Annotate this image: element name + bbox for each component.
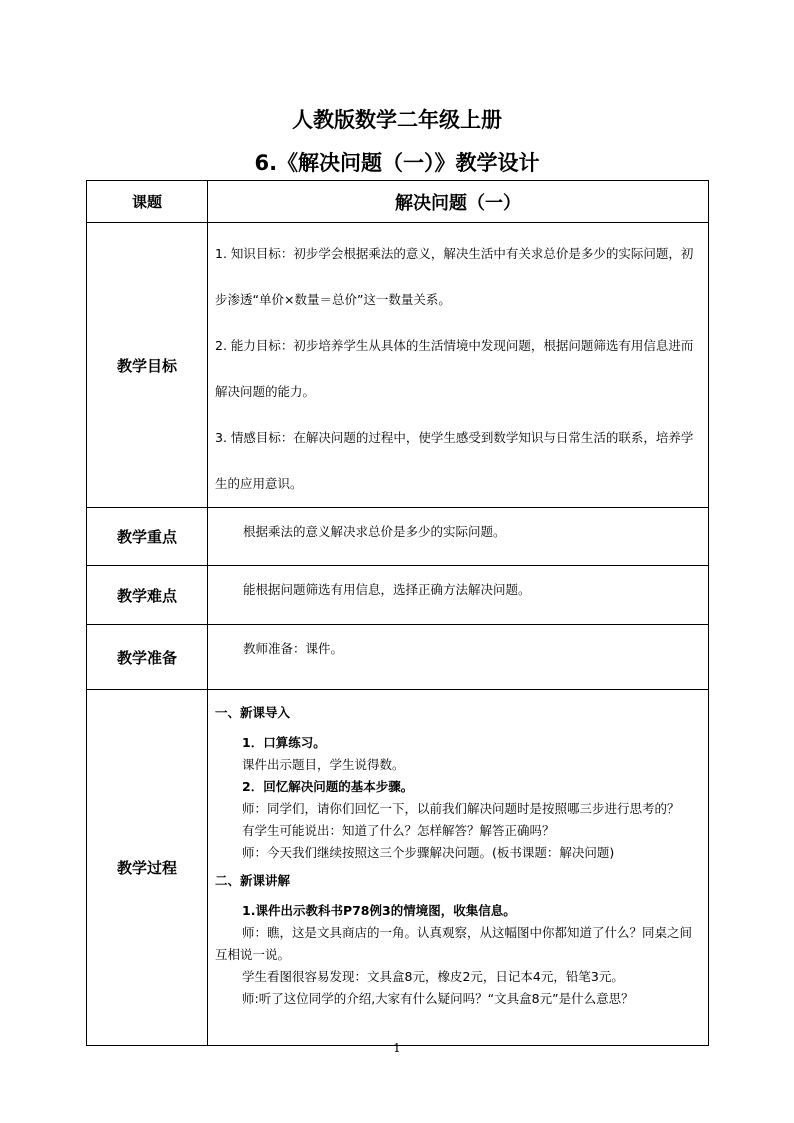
key-point-value: 根据乘法的意义解决求总价是多少的实际问题。 — [243, 524, 506, 539]
paragraph: 师：瞧，这是文具商店的一角。认真观察，从这幅图中你都知道了什么？同桌之间互相说一说。 — [215, 925, 693, 962]
table-row-key — [87, 508, 709, 566]
table-row-difficulty — [87, 566, 709, 625]
paragraph: 师：同学们，请你们回忆一下，以前我们解决问题时是按照哪三步进行思考的？ — [242, 801, 680, 816]
process-content — [208, 690, 708, 1010]
preparation-value: 教师准备：课件。 — [243, 641, 344, 656]
label-difficulty: 教学难点 — [87, 566, 208, 625]
section-title: 二、新课讲解 — [215, 873, 291, 888]
table-row-process — [87, 690, 709, 1046]
goal-knowledge: 1. 知识目标：初步学会根据乘法的意义，解决生活中有关求总价是多少的实际问题，初步渗透“单价×数量＝总价”这一数量关系。 — [215, 246, 694, 307]
label-goals: 教学目标 — [87, 223, 208, 508]
paragraph: 课件出示题目，学生说得数。 — [242, 757, 405, 772]
paragraph: 师：今天我们继续按照这三个步骤解决问题。(板书课题：解决问题) — [242, 845, 615, 860]
document-title: 人教版数学二年级上册 — [292, 108, 502, 132]
goals-list — [208, 223, 708, 507]
lesson-plan-table — [86, 180, 709, 1046]
topic-value: 解决问题（一） — [208, 181, 709, 223]
item-title: 1.课件出示教科书P78例3的情境图，收集信息。 — [242, 903, 516, 918]
item-title: 1．口算练习。 — [242, 735, 326, 750]
table-row-topic — [87, 181, 709, 223]
label-preparation: 教学准备 — [87, 625, 208, 690]
difficulty-value: 能根据问题筛选有用信息，选择正确方法解决问题。 — [243, 582, 531, 597]
paragraph: 师:听了这位同学的介绍,大家有什么疑问吗？“文具盒8元”是什么意思？ — [242, 991, 634, 1006]
goal-emotion: 3. 情感目标：在解决问题的过程中，使学生感受到数学知识与日常生活的联系，培养学生的应用意识。 — [215, 430, 694, 491]
paragraph: 有学生可能说出：知道了什么？怎样解答？解答正确吗？ — [242, 823, 555, 838]
document-subtitle: 6.《解决问题（一）》教学设计 — [254, 151, 540, 175]
label-process: 教学过程 — [87, 690, 208, 1046]
label-topic: 课题 — [87, 181, 208, 223]
goal-ability: 2. 能力目标：初步培养学生从具体的生活情境中发现问题，根据问题筛选有用信息进而解决问题的能力。 — [215, 338, 694, 399]
item-title: 2．回忆解决问题的基本步骤。 — [242, 779, 414, 794]
section-title: 一、新课导入 — [215, 705, 291, 720]
paragraph: 学生看图很容易发现：文具盒8元，橡皮2元，日记本4元，铅笔3元。 — [242, 969, 624, 984]
table-row-prep — [87, 625, 709, 690]
table-row-goals — [87, 223, 709, 508]
label-key-point: 教学重点 — [87, 508, 208, 566]
page-number: 1 — [393, 1041, 401, 1055]
